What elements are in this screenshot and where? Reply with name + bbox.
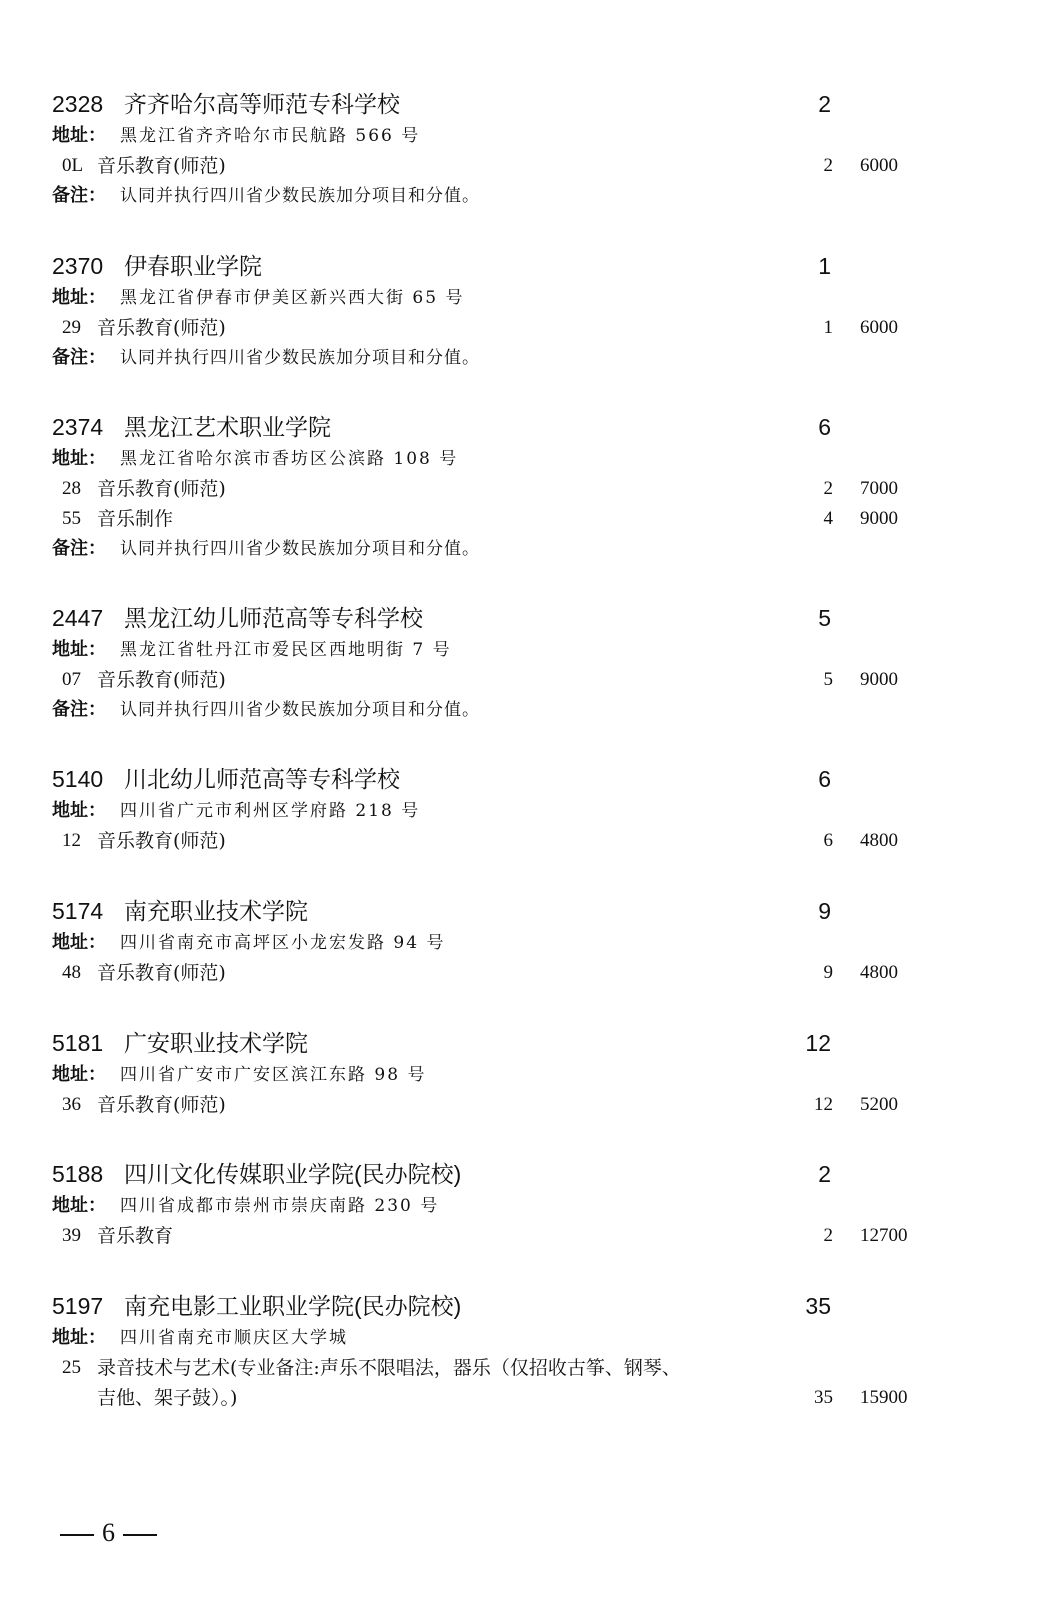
address-value: 黑龙江省牡丹江市爱民区西地明街 7 号 <box>120 640 452 660</box>
major-fee: 7000 <box>860 478 898 499</box>
address-label: 地址： <box>52 800 106 821</box>
major-fee: 6000 <box>860 317 898 338</box>
major-fee: 12700 <box>860 1225 908 1246</box>
address-label: 地址： <box>52 639 106 660</box>
address-label: 地址： <box>52 1064 106 1085</box>
major-quota: 2 <box>823 155 833 176</box>
major-code: 36 <box>62 1094 81 1115</box>
school-name: 黑龙江艺术职业学院 <box>124 414 331 440</box>
school-total-quota: 1 <box>818 253 831 279</box>
major-quota: 5 <box>823 669 833 690</box>
address-value: 黑龙江省齐齐哈尔市民航路 566 号 <box>120 126 421 146</box>
major-name: 音乐教育(师范) <box>97 962 226 984</box>
school-name: 齐齐哈尔高等师范专科学校 <box>124 91 400 117</box>
school-name: 南充职业技术学院 <box>124 898 308 924</box>
major-row <box>0 1353 1063 1383</box>
school-name: 广安职业技术学院 <box>124 1030 308 1056</box>
major-fee: 5200 <box>860 1094 898 1115</box>
address-row <box>0 1323 1063 1353</box>
address-value: 四川省南充市高坪区小龙宏发路 94 号 <box>120 933 446 953</box>
school-total-quota: 5 <box>818 605 831 631</box>
major-code: 07 <box>62 669 81 690</box>
dash-left <box>60 1534 94 1536</box>
school-total-quota: 12 <box>805 1030 831 1056</box>
major-quota: 35 <box>814 1387 833 1408</box>
school-name: 黑龙江幼儿师范高等专科学校 <box>124 605 423 631</box>
major-code: 39 <box>62 1225 81 1246</box>
dash-right <box>123 1534 157 1536</box>
school-total-quota: 9 <box>818 898 831 924</box>
note-row <box>0 534 1063 564</box>
major-quota: 1 <box>823 317 833 338</box>
note-label: 备注： <box>52 185 106 206</box>
major-name-continued: 吉他、架子鼓）。) <box>97 1387 238 1409</box>
school-title-row <box>0 762 1063 796</box>
school-code: 2370 <box>52 253 104 279</box>
school-code: 5174 <box>52 898 104 924</box>
note-label: 备注： <box>52 699 106 720</box>
major-fee: 15900 <box>860 1387 908 1408</box>
address-label: 地址： <box>52 448 106 469</box>
school-total-quota: 2 <box>818 1161 831 1187</box>
address-row <box>0 121 1063 151</box>
major-name: 音乐教育(师范) <box>97 155 226 177</box>
school-entry <box>0 894 1063 988</box>
major-code: 55 <box>62 508 81 529</box>
major-quota: 6 <box>823 830 833 851</box>
address-label: 地址： <box>52 1195 106 1216</box>
note-value: 认同并执行四川省少数民族加分项目和分值。 <box>120 348 480 368</box>
major-name: 音乐教育(师范) <box>97 1094 226 1116</box>
school-entry <box>0 1289 1063 1413</box>
school-code: 2447 <box>52 605 104 631</box>
address-label: 地址： <box>52 932 106 953</box>
major-code: 12 <box>62 830 81 851</box>
major-row <box>0 1221 1063 1251</box>
school-title-row <box>0 1289 1063 1323</box>
school-title-row <box>0 249 1063 283</box>
note-row <box>0 181 1063 211</box>
major-name: 录音技术与艺术(专业备注:声乐不限唱法，器乐（仅招收古筝、钢琴、 <box>97 1357 681 1379</box>
address-value: 四川省广元市利州区学府路 218 号 <box>120 801 421 821</box>
note-value: 认同并执行四川省少数民族加分项目和分值。 <box>120 186 480 206</box>
address-value: 四川省成都市崇州市崇庆南路 230 号 <box>120 1196 440 1216</box>
page-number-footer <box>52 1515 165 1551</box>
address-row <box>0 283 1063 313</box>
school-code: 5197 <box>52 1293 104 1319</box>
address-value: 四川省广安市广安区滨江东路 98 号 <box>120 1065 427 1085</box>
note-label: 备注： <box>52 538 106 559</box>
address-label: 地址： <box>52 287 106 308</box>
address-row <box>0 928 1063 958</box>
major-fee: 4800 <box>860 962 898 983</box>
major-row <box>0 151 1063 181</box>
address-row <box>0 444 1063 474</box>
major-row <box>0 504 1063 534</box>
school-code: 5188 <box>52 1161 104 1187</box>
major-fee: 6000 <box>860 155 898 176</box>
major-name: 音乐教育 <box>97 1225 174 1247</box>
major-row <box>0 474 1063 504</box>
major-row <box>0 958 1063 988</box>
address-row <box>0 1060 1063 1090</box>
school-title-row <box>0 1026 1063 1060</box>
school-title-row <box>0 1157 1063 1191</box>
school-total-quota: 6 <box>818 766 831 792</box>
address-label: 地址： <box>52 125 106 146</box>
address-value: 四川省南充市顺庆区大学城 <box>120 1328 348 1348</box>
major-quota: 4 <box>823 508 833 529</box>
school-total-quota: 2 <box>818 91 831 117</box>
major-quota: 2 <box>823 1225 833 1246</box>
school-code: 2328 <box>52 91 104 117</box>
school-title-row <box>0 894 1063 928</box>
major-fee: 4800 <box>860 830 898 851</box>
address-row <box>0 635 1063 665</box>
note-label: 备注： <box>52 347 106 368</box>
school-total-quota: 6 <box>818 414 831 440</box>
major-row <box>0 313 1063 343</box>
address-value: 黑龙江省伊春市伊美区新兴西大街 65 号 <box>120 288 465 308</box>
major-row <box>0 665 1063 695</box>
school-name: 川北幼儿师范高等专科学校 <box>124 766 400 792</box>
school-name: 四川文化传媒职业学院(民办院校) <box>124 1161 462 1187</box>
school-code: 5140 <box>52 766 104 792</box>
page-number: 6 <box>102 1518 115 1547</box>
address-value: 黑龙江省哈尔滨市香坊区公滨路 108 号 <box>120 449 459 469</box>
major-code: 48 <box>62 962 81 983</box>
note-row <box>0 343 1063 373</box>
note-row <box>0 695 1063 725</box>
major-name: 音乐教育(师范) <box>97 317 226 339</box>
major-row <box>0 1090 1063 1120</box>
major-code: 28 <box>62 478 81 499</box>
school-entry <box>0 410 1063 564</box>
address-row <box>0 796 1063 826</box>
major-name: 音乐教育(师范) <box>97 830 226 852</box>
school-entry <box>0 601 1063 725</box>
major-name: 音乐制作 <box>97 508 174 530</box>
major-code: 0L <box>62 155 84 176</box>
address-label: 地址： <box>52 1327 106 1348</box>
major-name: 音乐教育(师范) <box>97 669 226 691</box>
school-entry <box>0 87 1063 211</box>
school-code: 5181 <box>52 1030 104 1056</box>
major-row <box>0 826 1063 856</box>
school-name: 伊春职业学院 <box>124 253 262 279</box>
school-entry <box>0 249 1063 373</box>
school-total-quota: 35 <box>805 1293 831 1319</box>
school-entry <box>0 762 1063 856</box>
school-title-row <box>0 87 1063 121</box>
major-name: 音乐教育(师范) <box>97 478 226 500</box>
major-code: 29 <box>62 317 81 338</box>
major-quota: 12 <box>814 1094 833 1115</box>
address-row <box>0 1191 1063 1221</box>
school-title-row <box>0 601 1063 635</box>
major-quota: 9 <box>823 962 833 983</box>
major-fee: 9000 <box>860 508 898 529</box>
school-name: 南充电影工业职业学院(民办院校) <box>124 1293 462 1319</box>
note-value: 认同并执行四川省少数民族加分项目和分值。 <box>120 539 480 559</box>
major-row-continued <box>0 1383 1063 1413</box>
major-fee: 9000 <box>860 669 898 690</box>
major-quota: 2 <box>823 478 833 499</box>
school-entry <box>0 1157 1063 1251</box>
school-entry <box>0 1026 1063 1120</box>
school-title-row <box>0 410 1063 444</box>
major-code: 25 <box>62 1357 81 1378</box>
school-code: 2374 <box>52 414 104 440</box>
note-value: 认同并执行四川省少数民族加分项目和分值。 <box>120 700 480 720</box>
